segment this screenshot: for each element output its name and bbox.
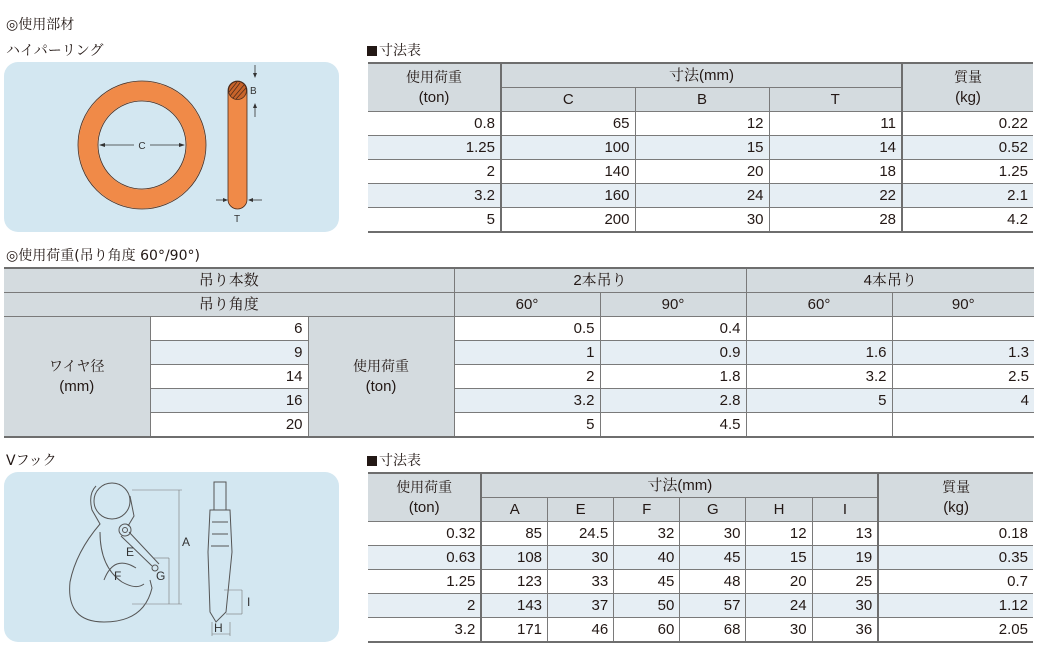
ring-table-title: 寸法表 (367, 40, 421, 60)
svg-text:F: F (114, 569, 122, 583)
header-mass: 質量 (kg) (902, 63, 1033, 112)
header-working-load: 使用荷重 (ton) (308, 317, 454, 438)
square-bullet-icon (367, 46, 377, 56)
table-row: 2 140 20 18 1.25 (368, 160, 1033, 184)
table-row: ワイヤ径 (mm) 6 使用荷重 (ton) 0.5 0.4 (4, 317, 1034, 341)
table-row: 0.63 108 30 40 45 15 19 0.35 (368, 546, 1033, 570)
hyper-ring-illustration (4, 62, 339, 232)
hook-title: Vフック (6, 453, 57, 469)
table-row: 1.25 123 33 45 48 20 25 0.7 (368, 570, 1033, 594)
table-row: 20 5 4.5 (4, 413, 1034, 438)
header-angle-90: 90° (892, 293, 1034, 317)
table-row: 16 3.2 2.8 5 4 (4, 389, 1034, 413)
header-col-g: G (680, 498, 746, 522)
ring-title: ハイパーリング (6, 43, 104, 59)
svg-text:A: A (182, 535, 191, 549)
hook-diagram-panel (4, 472, 339, 642)
table-row: 3.2 171 46 60 68 30 36 2.05 (368, 618, 1033, 643)
header-col-c: C (501, 88, 635, 112)
ring-dimension-table (368, 62, 1033, 233)
header-sling-angle: 吊り角度 (4, 293, 454, 317)
header-load: 使用荷重 (ton) (368, 473, 481, 522)
square-bullet-icon (367, 456, 377, 466)
header-col-i: I (812, 498, 878, 522)
header-col-b: B (635, 88, 769, 112)
svg-text:H: H (214, 621, 223, 635)
section-heading-load: ◎使用荷重(吊り角度 60°/90°) (6, 248, 200, 264)
header-two-leg: 2本吊り (454, 268, 746, 293)
header-angle-60: 60° (454, 293, 600, 317)
header-load: 使用荷重 (ton) (368, 63, 501, 112)
v-hook-illustration (4, 472, 339, 642)
header-wire-diameter: ワイヤ径 (mm) (4, 317, 150, 438)
header-sling-count: 吊り本数 (4, 268, 454, 293)
header-col-f: F (614, 498, 680, 522)
header-dims: 寸法(mm) (481, 473, 878, 498)
working-load-table (4, 267, 1034, 438)
header-col-e: E (548, 498, 614, 522)
svg-text:I: I (247, 595, 251, 609)
table-row: 2 143 37 50 57 24 30 1.12 (368, 594, 1033, 618)
hook-dimension-table (368, 472, 1033, 643)
ring-diagram-panel (4, 62, 339, 232)
table-row: 5 200 30 28 4.2 (368, 208, 1033, 233)
hook-table-title: 寸法表 (367, 450, 421, 470)
svg-text:B: B (250, 86, 257, 97)
table-row: 14 2 1.8 3.2 2.5 (4, 365, 1034, 389)
table-row: 9 1 0.9 1.6 1.3 (4, 341, 1034, 365)
header-angle-90: 90° (600, 293, 746, 317)
svg-text:E: E (126, 545, 135, 559)
header-angle-60: 60° (746, 293, 892, 317)
svg-text:G: G (156, 569, 166, 583)
table-row: 0.32 85 24.5 32 30 12 13 0.18 (368, 522, 1033, 546)
header-col-a: A (481, 498, 547, 522)
table-row: 1.25 100 15 14 0.52 (368, 136, 1033, 160)
svg-text:C: C (138, 141, 146, 152)
section-heading-parts: ◎使用部材 (6, 17, 75, 33)
header-four-leg: 4本吊り (746, 268, 1034, 293)
header-col-t: T (769, 88, 902, 112)
table-row: 3.2 160 24 22 2.1 (368, 184, 1033, 208)
header-dims: 寸法(mm) (501, 63, 902, 88)
header-mass: 質量 (kg) (878, 473, 1033, 522)
table-row: 0.8 65 12 11 0.22 (368, 112, 1033, 136)
svg-text:T: T (234, 214, 241, 225)
header-col-h: H (746, 498, 812, 522)
